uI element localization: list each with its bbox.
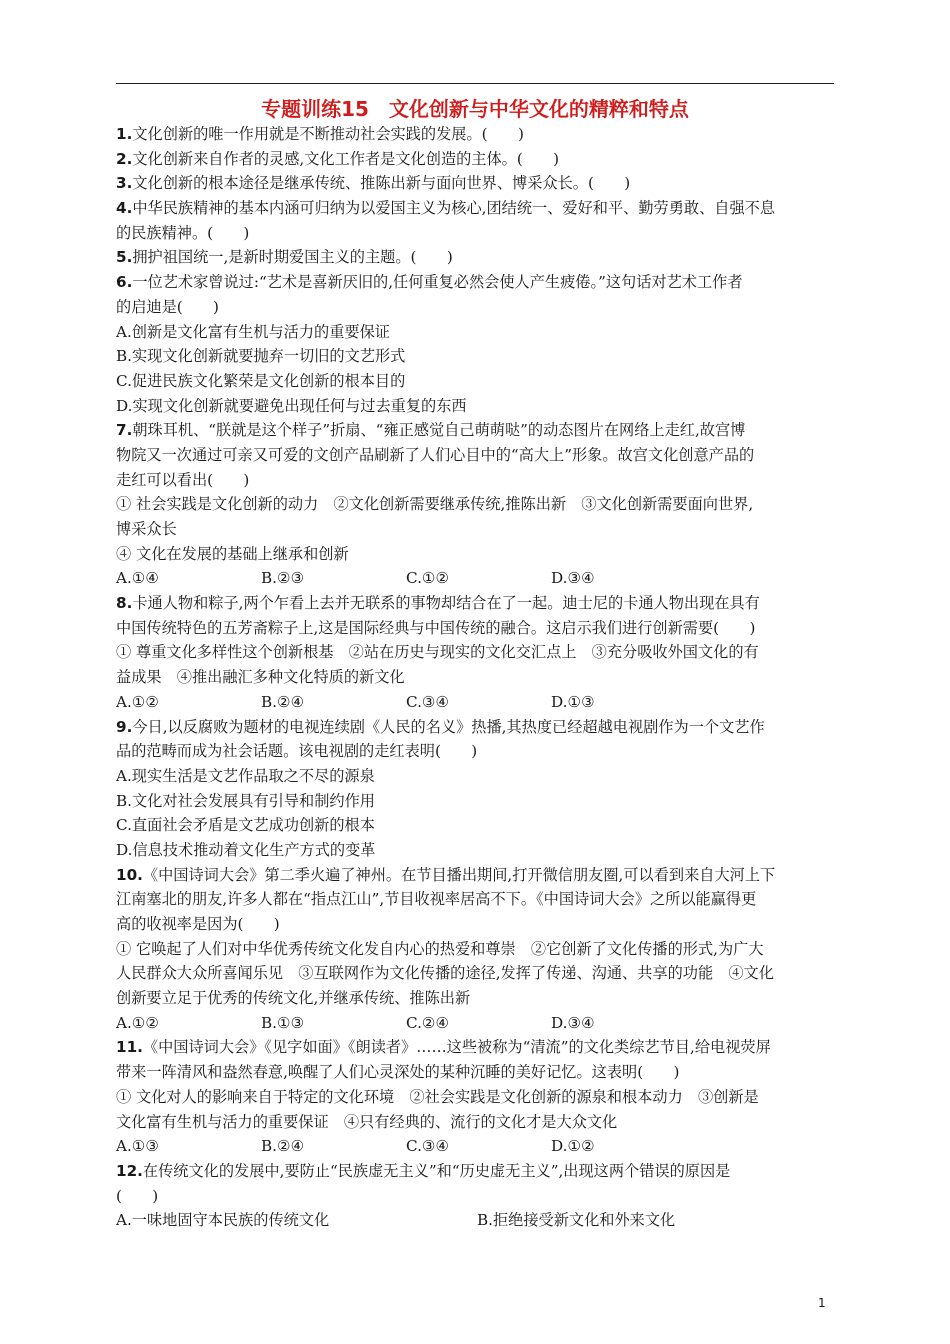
option-d: D.①② <box>551 1137 595 1156</box>
statement-line: ① 社会实践是文化创新的动力 ②文化创新需要继承传统,推陈出新 ③文化创新需要面向世界, <box>116 495 754 514</box>
option-b: B.②③ <box>261 569 305 588</box>
option-d: D.③④ <box>551 569 595 588</box>
page-number: 1 <box>818 1296 826 1310</box>
option-b: B.文化对社会发展具有引导和制约作用 <box>116 791 375 810</box>
question-7-cont: 物院又一次通过可亲又可爱的文创产品刷新了人们心目中的“高大上”形象。故宫文化创意产品的 <box>116 445 755 464</box>
question-10: 10.《中国诗词大会》第二季火遍了神州。在节目播出期间,打开微信朋友圈,可以看到来自大河上下 <box>116 865 776 884</box>
question-12: 12.在传统文化的发展中,要防止“民族虚无主义”和“历史虚无主义”,出现这两个错误的原因是 <box>116 1161 731 1180</box>
option-c: C.③④ <box>406 692 450 711</box>
question-11-cont: 带来一阵清风和盎然春意,唤醒了人们心灵深处的某种沉睡的美好记忆。这表明( ) <box>116 1063 680 1082</box>
statement-line: 人民群众大众所喜闻乐见 ③互联网作为文化传播的途径,发挥了传递、沟通、共享的功能 ④文化 <box>116 964 774 983</box>
option-d: D.①③ <box>551 692 595 711</box>
option-a: A.①③ <box>116 1137 160 1156</box>
option-row <box>116 1134 838 1159</box>
option-a: A.一味地固守本民族的传统文化 <box>116 1211 330 1230</box>
statement-line: ① 它唤起了人们对中华优秀传统文化发自内心的热爱和尊崇 ②它创新了文化传播的形式,为广大 <box>116 939 764 958</box>
question-5: 5.拥护祖国统一,是新时期爱国主义的主题。( ) <box>116 248 453 267</box>
option-a: A.①④ <box>116 569 160 588</box>
question-6: 6.一位艺术家曾说过:“艺术是喜新厌旧的,任何重复必然会使人产生疲倦。”这句话对艺术工作者 <box>116 273 743 292</box>
option-a: A.创新是文化富有生机与活力的重要保证 <box>116 322 390 341</box>
option-b: B.②④ <box>261 1137 305 1156</box>
question-1: 1.文化创新的唯一作用就是不断推动社会实践的发展。( ) <box>116 125 524 143</box>
statement-line: 博采众长 <box>116 520 177 538</box>
question-7: 7.朝珠耳机、“朕就是这个样子”折扇、“雍正感觉自己萌萌哒”的动态图片在网络上走红,故宫博 <box>116 421 746 440</box>
option-b: B.①③ <box>261 1013 305 1032</box>
question-3: 3.文化创新的根本途径是继承传统、推陈出新与面向世界、博采众长。( ) <box>116 174 631 193</box>
question-10-cont: 高的收视率是因为( ) <box>116 915 280 933</box>
question-9: 9.今日,以反腐败为题材的电视连续剧《人民的名义》热播,其热度已经超越电视剧作为一个文艺作 <box>116 717 765 736</box>
question-list <box>116 122 838 1233</box>
option-row <box>116 1208 838 1233</box>
statement-line: 文化富有生机与活力的重要保证 ④只有经典的、流行的文化才是大众文化 <box>116 1112 618 1131</box>
statement-line: ① 尊重文化多样性这个创新根基 ②站在历史与现实的文化交汇点上 ③充分吸收外国文化的有 <box>116 643 759 662</box>
question-10-cont: 江南塞北的朋友,许多人都在“指点江山”,节目收视率居高不下。《中国诗词大会》之所以能赢得更 <box>116 890 757 909</box>
page-title: 专题训练15 文化创新与中华文化的精粹和特点 <box>261 97 689 121</box>
question-8-cont: 中国传统特色的五芳斋粽子上,这是国际经典与中国传统的融合。这启示我们进行创新需要( ) <box>116 618 756 637</box>
option-b: B.拒绝接受新文化和外来文化 <box>477 1211 676 1230</box>
option-a: A.①② <box>116 692 160 711</box>
option-c: C.促进民族文化繁荣是文化创新的根本目的 <box>116 371 406 390</box>
option-c: C.③④ <box>406 1137 450 1156</box>
option-b: B.②④ <box>261 692 305 711</box>
option-b: B.实现文化创新就要抛弃一切旧的文艺形式 <box>116 347 406 366</box>
header-rule <box>116 83 834 84</box>
option-row <box>116 690 838 715</box>
option-c: C.直面社会矛盾是文艺成功创新的根本 <box>116 816 375 835</box>
option-c: C.①② <box>406 569 450 588</box>
option-d: D.③④ <box>551 1013 595 1032</box>
question-12-cont: ( ) <box>116 1186 159 1205</box>
question-9-cont: 品的范畴而成为社会话题。该电视剧的走红表明( ) <box>116 742 478 761</box>
option-d: D.信息技术推动着文化生产方式的变革 <box>116 840 376 859</box>
option-row <box>116 1011 838 1036</box>
question-2: 2.文化创新来自作者的灵感,文化工作者是文化创造的主体。( ) <box>116 149 560 168</box>
option-c: C.②④ <box>406 1013 450 1032</box>
question-4-cont: 的民族精神。( ) <box>116 223 250 242</box>
statement-line: 益成果 ④推出融汇多种文化特质的新文化 <box>116 668 405 687</box>
question-6-cont: 的启迪是( ) <box>116 297 219 316</box>
statement-line: 创新要立足于优秀的传统文化,并继承传统、推陈出新 <box>116 989 471 1008</box>
option-d: D.实现文化创新就要避免出现任何与过去重复的东西 <box>116 396 467 415</box>
question-8: 8.卡通人物和粽子,两个乍看上去并无联系的事物却结合在了一起。迪士尼的卡通人物出现在具有 <box>116 594 760 613</box>
question-7-cont: 走红可以看出( ) <box>116 470 250 489</box>
option-row <box>116 566 838 591</box>
option-a: A.①② <box>116 1013 160 1032</box>
question-11: 11.《中国诗词大会》《见字如面》《朗读者》……这些被称为“清流”的文化类综艺节目,给电视荧屏 <box>116 1038 771 1057</box>
option-a: A.现实生活是文艺作品取之不尽的源泉 <box>116 766 375 785</box>
question-4: 4.中华民族精神的基本内涵可归纳为以爱国主义为核心,团结统一、爱好和平、勤劳勇敢、自强不息 <box>116 199 776 218</box>
statement-line: ④ 文化在发展的基础上继承和创新 <box>116 544 349 563</box>
statement-line: ① 文化对人的影响来自于特定的文化环境 ②社会实践是文化创新的源泉和根本动力 ③创新是 <box>116 1087 759 1106</box>
